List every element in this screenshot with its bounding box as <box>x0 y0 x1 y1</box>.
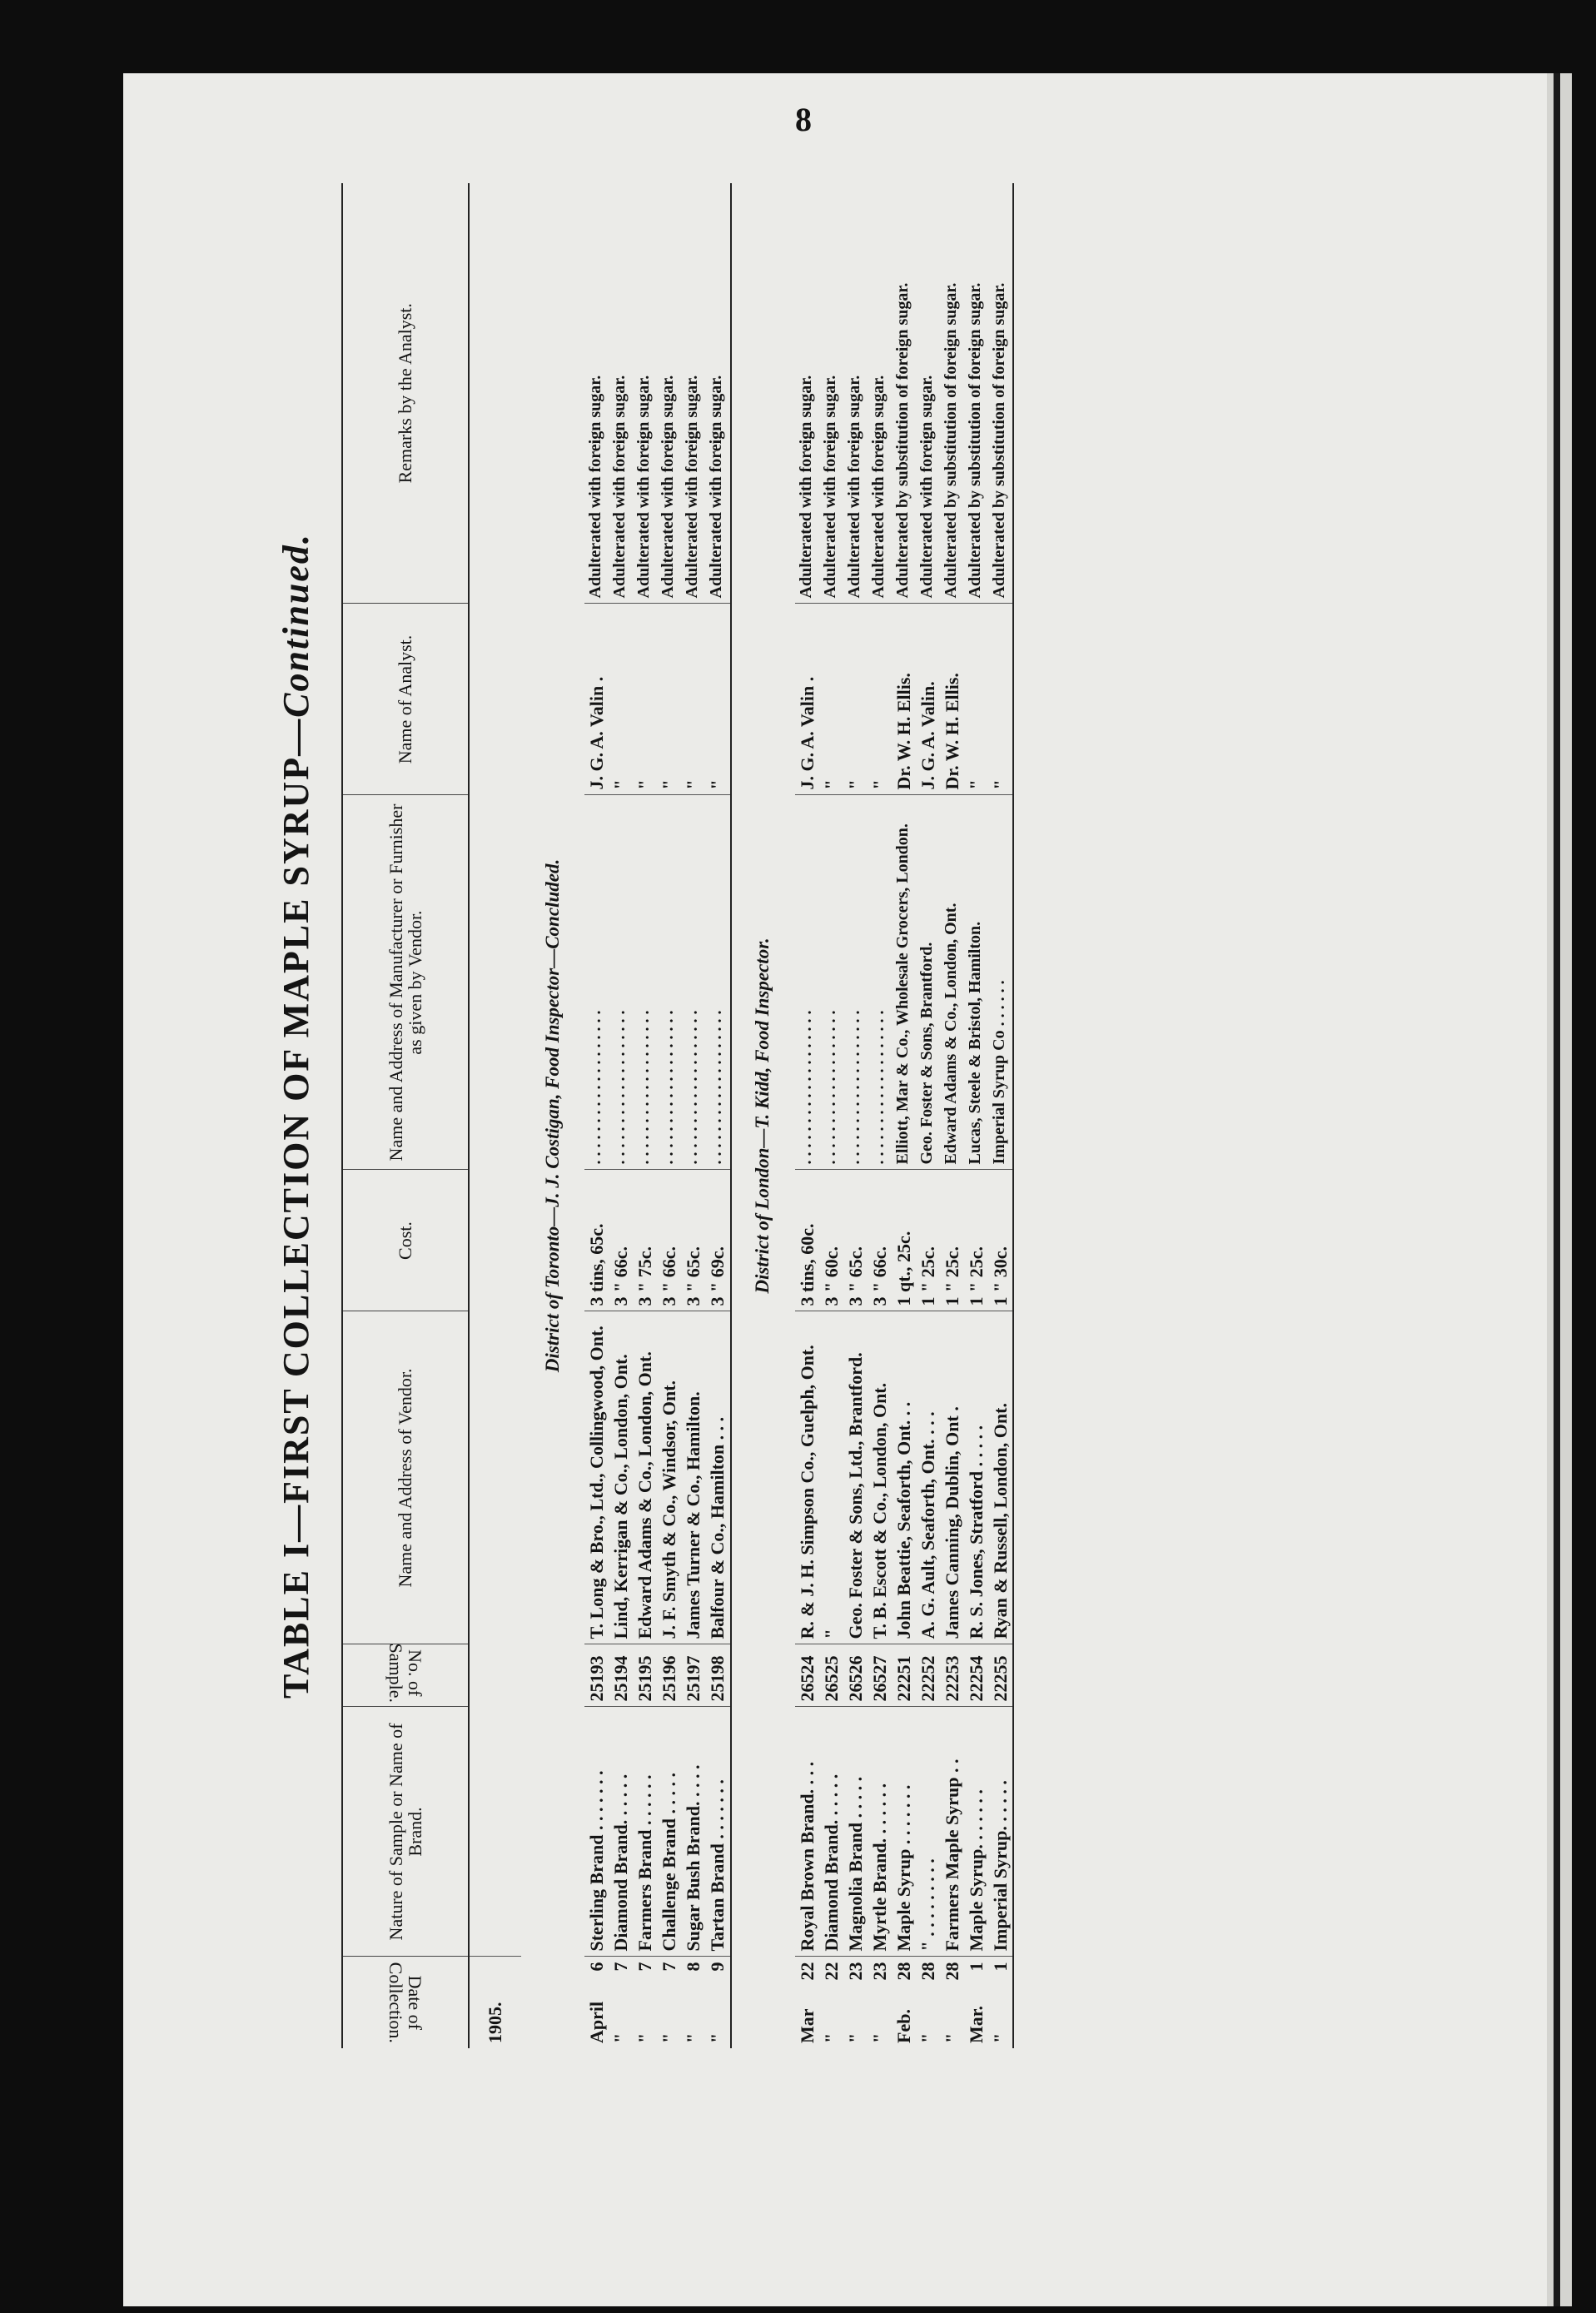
day: 28 <box>942 1962 963 1981</box>
analyst-cell: " <box>681 604 705 795</box>
no-cell: 22252 <box>916 1644 940 1707</box>
vendor-cell: James Turner & Co., Hamilton. <box>681 1311 705 1644</box>
month: " <box>844 2032 866 2043</box>
manufacturer-cell: . . . . . . . . . . . . . . . . . . . <box>681 795 705 1170</box>
remarks-cell: Adulterated with foreign sugar. <box>657 183 681 604</box>
date-cell <box>633 1957 657 2048</box>
section-heading-row <box>521 183 584 2048</box>
header-cost: Cost. <box>342 1170 469 1311</box>
no-cell: 25197 <box>681 1644 705 1707</box>
nature-cell: Myrtle Brand. . . . . . . <box>868 1707 892 1957</box>
cost-cell: 3 " 69c. <box>705 1170 730 1311</box>
table-row <box>795 183 819 2048</box>
analyst-cell: " <box>705 604 730 795</box>
remarks-cell: Adulterated by substitution of foreign sugar. <box>964 183 988 604</box>
nature-cell: Farmers Brand . . . . . . <box>633 1707 657 1957</box>
header-row <box>342 183 469 2048</box>
remarks-cell: Adulterated with foreign sugar. <box>584 183 609 604</box>
month: " <box>659 2032 680 2043</box>
month: " <box>610 2032 632 2043</box>
manufacturer-cell: . . . . . . . . . . . . . . . . . . . <box>795 795 819 1170</box>
cost-cell: 1 qt., 25c. <box>892 1170 916 1311</box>
no-cell: 25195 <box>633 1644 657 1707</box>
year-filler <box>469 183 521 1957</box>
remarks-cell: Adulterated with foreign sugar. <box>609 183 633 604</box>
day: 8 <box>683 1962 704 1972</box>
cost-cell: 1 " 30c. <box>988 1170 1013 1311</box>
month: " <box>942 2032 963 2043</box>
date-cell <box>584 1957 609 2048</box>
remarks-cell: Adulterated with foreign sugar. <box>681 183 705 604</box>
remarks-cell: Adulterated by substitution of foreign sugar. <box>988 183 1013 604</box>
day: 28 <box>892 1962 914 1981</box>
table-row <box>843 183 868 2048</box>
month: " <box>634 2032 656 2043</box>
header-no: No. of Sample. <box>342 1644 469 1707</box>
vendor-cell: John Beattie, Seaforth, Ont. . . <box>892 1311 916 1644</box>
month: " <box>820 2032 842 2043</box>
month: Feb. <box>892 2009 914 2043</box>
nature-cell: " . . . . . . . . . <box>916 1707 940 1957</box>
table-row <box>892 183 916 2048</box>
header-remarks: Remarks by the Analyst. <box>342 183 469 604</box>
analyst-cell: " <box>633 604 657 795</box>
day: 6 <box>586 1962 607 1972</box>
vendor-cell: T. Long & Bro., Ltd., Collingwood, Ont. <box>584 1311 609 1644</box>
cost-cell: 3 " 75c. <box>633 1170 657 1311</box>
remarks-cell: Adulterated with foreign sugar. <box>868 183 892 604</box>
table-row <box>584 183 609 2048</box>
remarks-cell: Adulterated with foreign sugar. <box>819 183 843 604</box>
month: " <box>917 2032 939 2043</box>
vendor-cell: Ryan & Russell, London, Ont. <box>988 1311 1013 1644</box>
day: 28 <box>917 1962 939 1981</box>
table-row <box>868 183 892 2048</box>
no-cell: 25196 <box>657 1644 681 1707</box>
manufacturer-cell: . . . . . . . . . . . . . . . . . . . <box>657 795 681 1170</box>
header-date: Date of Collection. <box>342 1957 469 2048</box>
date-cell <box>609 1957 633 2048</box>
nature-cell: Diamond Brand. . . . . . <box>819 1707 843 1957</box>
table-row <box>681 183 705 2048</box>
vendor-cell: Edward Adams & Co., London, Ont. <box>633 1311 657 1644</box>
date-cell <box>964 1957 988 2048</box>
manufacturer-cell: . . . . . . . . . . . . . . . . . . . <box>868 795 892 1170</box>
section-heading-row <box>731 183 795 2048</box>
no-cell: 26524 <box>795 1644 819 1707</box>
table-row <box>705 183 730 2048</box>
year-row <box>469 183 521 2048</box>
day: 9 <box>707 1962 728 1972</box>
nature-cell: Royal Brown Brand. . . . <box>795 1707 819 1957</box>
manufacturer-cell: Geo. Foster & Sons, Brantford. <box>916 795 940 1170</box>
nature-cell: Imperial Syrup. . . . . . <box>988 1707 1013 1957</box>
analyst-cell: " <box>868 604 892 795</box>
header-vendor: Name and Address of Vendor. <box>342 1311 469 1644</box>
manufacturer-cell: Lucas, Steele & Bristol, Hamilton. <box>964 795 988 1170</box>
remarks-cell: Adulterated by substitution of foreign sugar. <box>892 183 916 604</box>
table-row <box>609 183 633 2048</box>
date-cell <box>988 1957 1013 2048</box>
manufacturer-cell: . . . . . . . . . . . . . . . . . . . <box>609 795 633 1170</box>
section-title: District of London—T. Kidd, Food Inspector. <box>731 183 795 2048</box>
day: 7 <box>659 1962 680 1972</box>
table-row <box>916 183 940 2048</box>
month: Mar <box>796 2008 818 2043</box>
analyst-cell: Dr. W. H. Ellis. <box>940 604 964 795</box>
binding-shadow <box>1554 73 1560 2306</box>
table-title-continued: Continued. <box>276 533 316 718</box>
remarks-cell: Adulterated with foreign sugar. <box>705 183 730 604</box>
month: Mar. <box>966 2005 987 2043</box>
vendor-cell: A. G. Ault, Seaforth, Ont. . . . <box>916 1311 940 1644</box>
vendor-cell: " <box>819 1311 843 1644</box>
date-cell <box>868 1957 892 2048</box>
analyst-cell: " <box>843 604 868 795</box>
cost-cell: 1 " 25c. <box>916 1170 940 1311</box>
no-cell: 25198 <box>705 1644 730 1707</box>
cost-cell: 3 " 66c. <box>657 1170 681 1311</box>
nature-cell: Sterling Brand . . . . . . . <box>584 1707 609 1957</box>
manufacturer-cell: . . . . . . . . . . . . . . . . . . . <box>584 795 609 1170</box>
header-analyst: Name of Analyst. <box>342 604 469 795</box>
header-manufacturer: Name and Address of Manufacturer or Furnisher as given by Vendor. <box>342 795 469 1170</box>
analyst-cell: " <box>657 604 681 795</box>
date-cell <box>795 1957 819 2048</box>
page-number: 8 <box>795 101 812 138</box>
manufacturer-cell: Edward Adams & Co., London, Ont. <box>940 795 964 1170</box>
table-row <box>633 183 657 2048</box>
date-cell <box>940 1957 964 2048</box>
vendor-cell: T. B. Escott & Co., London, Ont. <box>868 1311 892 1644</box>
manufacturer-cell: . . . . . . . . . . . . . . . . . . . <box>819 795 843 1170</box>
analyst-cell: Dr. W. H. Ellis. <box>892 604 916 795</box>
remarks-cell: Adulterated with foreign sugar. <box>916 183 940 604</box>
no-cell: 25193 <box>584 1644 609 1707</box>
analyst-cell: " <box>819 604 843 795</box>
day: 1 <box>966 1962 987 1972</box>
remarks-cell: Adulterated with foreign sugar. <box>795 183 819 604</box>
date-cell <box>681 1957 705 2048</box>
vendor-cell: Geo. Foster & Sons, Ltd., Brantford. <box>843 1311 868 1644</box>
year-cell: 1905. <box>485 2002 506 2043</box>
nature-cell: Magnolia Brand . . . . . <box>843 1707 868 1957</box>
no-cell: 22254 <box>964 1644 988 1707</box>
date-cell <box>657 1957 681 2048</box>
month: " <box>707 2032 728 2043</box>
rotated-table-block <box>275 183 1440 2048</box>
table-title <box>275 183 333 2048</box>
day: 23 <box>868 1962 890 1981</box>
vendor-cell: Balfour & Co., Hamilton . . . <box>705 1311 730 1644</box>
remarks-cell: Adulterated with foreign sugar. <box>843 183 868 604</box>
table-row <box>964 183 988 2048</box>
vendor-cell: James Canning, Dublin, Ont . <box>940 1311 964 1644</box>
manufacturer-cell: . . . . . . . . . . . . . . . . . . . <box>705 795 730 1170</box>
cost-cell: 3 " 65c. <box>681 1170 705 1311</box>
analyst-cell: J. G. A. Valin. <box>916 604 940 795</box>
no-cell: 26527 <box>868 1644 892 1707</box>
no-cell: 25194 <box>609 1644 633 1707</box>
day: 22 <box>796 1962 818 1981</box>
manufacturer-cell: . . . . . . . . . . . . . . . . . . . <box>843 795 868 1170</box>
date-cell <box>916 1957 940 2048</box>
cost-cell: 3 " 66c. <box>868 1170 892 1311</box>
nature-cell: Sugar Bush Brand. . . . . <box>681 1707 705 1957</box>
vendor-cell: Lind, Kerrigan & Co., London, Ont. <box>609 1311 633 1644</box>
nature-cell: Diamond Brand. . . . . . <box>609 1707 633 1957</box>
month: April <box>586 2001 607 2043</box>
table-body <box>469 183 1013 2048</box>
no-cell: 22255 <box>988 1644 1013 1707</box>
table-row <box>988 183 1013 2048</box>
no-cell: 22251 <box>892 1644 916 1707</box>
table-row <box>657 183 681 2048</box>
no-cell: 22253 <box>940 1644 964 1707</box>
nature-cell: Maple Syrup. . . . . . . <box>964 1707 988 1957</box>
no-cell: 26525 <box>819 1644 843 1707</box>
day: 7 <box>634 1962 656 1972</box>
month: " <box>990 2032 1012 2043</box>
cost-cell: 3 " 60c. <box>819 1170 843 1311</box>
nature-cell: Tartan Brand . . . . . . . <box>705 1707 730 1957</box>
day: 1 <box>990 1962 1012 1972</box>
table-row <box>819 183 843 2048</box>
table-title-main: TABLE I—FIRST COLLECTION OF MAPLE SYRUP— <box>276 717 316 1699</box>
day: 7 <box>610 1962 632 1972</box>
analyst-cell: J. G. A. Valin . <box>584 604 609 795</box>
date-cell <box>819 1957 843 2048</box>
cost-cell: 3 tins, 65c. <box>584 1170 609 1311</box>
manufacturer-cell: Elliott, Mar & Co., Wholesale Grocers, London. <box>892 795 916 1170</box>
vendor-cell: R. S. Jones, Stratford . . . . . <box>964 1311 988 1644</box>
nature-cell: Farmers Maple Syrup . . <box>940 1707 964 1957</box>
month: " <box>868 2032 890 2043</box>
analyst-cell: J. G. A. Valin . <box>795 604 819 795</box>
analyst-cell: " <box>988 604 1013 795</box>
month: " <box>683 2032 704 2043</box>
day: 23 <box>844 1962 866 1981</box>
remarks-cell: Adulterated with foreign sugar. <box>633 183 657 604</box>
manufacturer-cell: Imperial Syrup Co . . . . . . <box>988 795 1013 1170</box>
nature-cell: Challenge Brand . . . . . <box>657 1707 681 1957</box>
cost-cell: 1 " 25c. <box>940 1170 964 1311</box>
analyst-cell: " <box>964 604 988 795</box>
maple-syrup-table <box>341 183 1014 2048</box>
date-cell <box>843 1957 868 2048</box>
analyst-cell: " <box>609 604 633 795</box>
no-cell: 26526 <box>843 1644 868 1707</box>
nature-cell: Maple Syrup . . . . . . . <box>892 1707 916 1957</box>
section-title: District of Toronto—J. J. Costigan, Food Inspector—Concluded. <box>541 858 563 1373</box>
manufacturer-cell: . . . . . . . . . . . . . . . . . . . <box>633 795 657 1170</box>
header-nature: Nature of Sample or Name of Brand. <box>342 1707 469 1957</box>
table-row <box>940 183 964 2048</box>
day: 22 <box>820 1962 842 1981</box>
remarks-cell: Adulterated by substitution of foreign sugar. <box>940 183 964 604</box>
date-cell <box>705 1957 730 2048</box>
cost-cell: 1 " 25c. <box>964 1170 988 1311</box>
vendor-cell: R. & J. H. Simpson Co., Guelph, Ont. <box>795 1311 819 1644</box>
cost-cell: 3 " 65c. <box>843 1170 868 1311</box>
cost-cell: 3 tins, 60c. <box>795 1170 819 1311</box>
cost-cell: 3 " 66c. <box>609 1170 633 1311</box>
vendor-cell: J. F. Smyth & Co., Windsor, Ont. <box>657 1311 681 1644</box>
date-cell <box>892 1957 916 2048</box>
